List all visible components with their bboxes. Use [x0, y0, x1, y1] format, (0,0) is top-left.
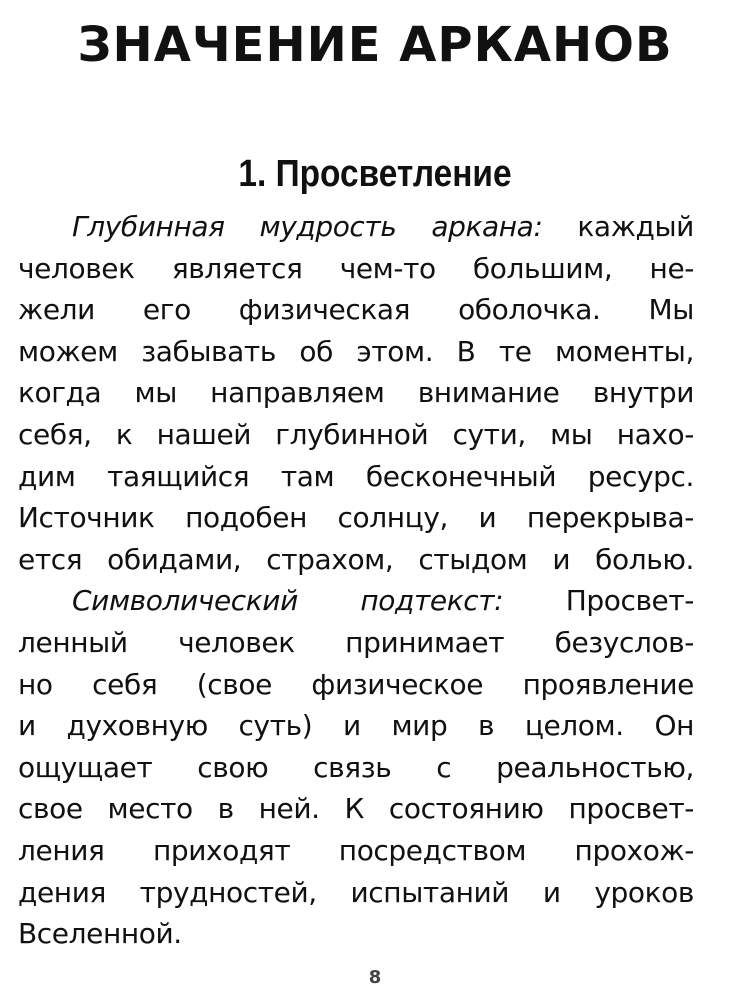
text-line: когда мы направляем внимание внутри — [18, 376, 694, 410]
text-line: ления приходят посредством прохож- — [18, 833, 694, 867]
text-line: можем забывать об этом. В те моменты, — [18, 334, 694, 368]
text-line: ленный человек принимает безуслов- — [18, 625, 694, 659]
text-line: и духовную суть) и мир в целом. Он — [18, 709, 694, 743]
text-line: Вселенной. — [18, 917, 182, 951]
body-text — [18, 206, 694, 955]
text-line: но себя (свое физическое проявление — [18, 667, 694, 701]
text-line: ется обидами, страхом, стыдом и болью. — [18, 542, 694, 576]
text-line: Символический подтекст: Просвет- — [72, 584, 694, 618]
section-title: 1. Просветление — [238, 153, 512, 195]
chapter-title: ЗНАЧЕНИЕ АРКАНОВ — [77, 17, 673, 73]
text-line: Источник подобен солнцу, и перекрыва- — [18, 501, 694, 535]
text-line: ощущает свою связь с реальностью, — [18, 750, 694, 784]
text-line: себя, к нашей глубинной сути, мы нахо- — [18, 417, 694, 451]
text-line: свое место в ней. К состоянию просвет- — [18, 792, 694, 826]
text-line: человек является чем-то большим, не- — [18, 251, 694, 285]
text-line: Глубинная мудрость аркана: каждый — [72, 210, 694, 243]
paragraph-lead: Глубинная мудрость аркана: — [72, 210, 543, 243]
text-line: дения трудностей, испытаний и уроков — [18, 875, 694, 909]
paragraph-lead: Символический подтекст: — [72, 584, 504, 618]
page-number: 8 — [368, 967, 382, 988]
text-line: дим таящийся там бесконечный ресурс. — [18, 459, 694, 493]
text-line: жели его физическая оболочка. Мы — [18, 293, 694, 327]
